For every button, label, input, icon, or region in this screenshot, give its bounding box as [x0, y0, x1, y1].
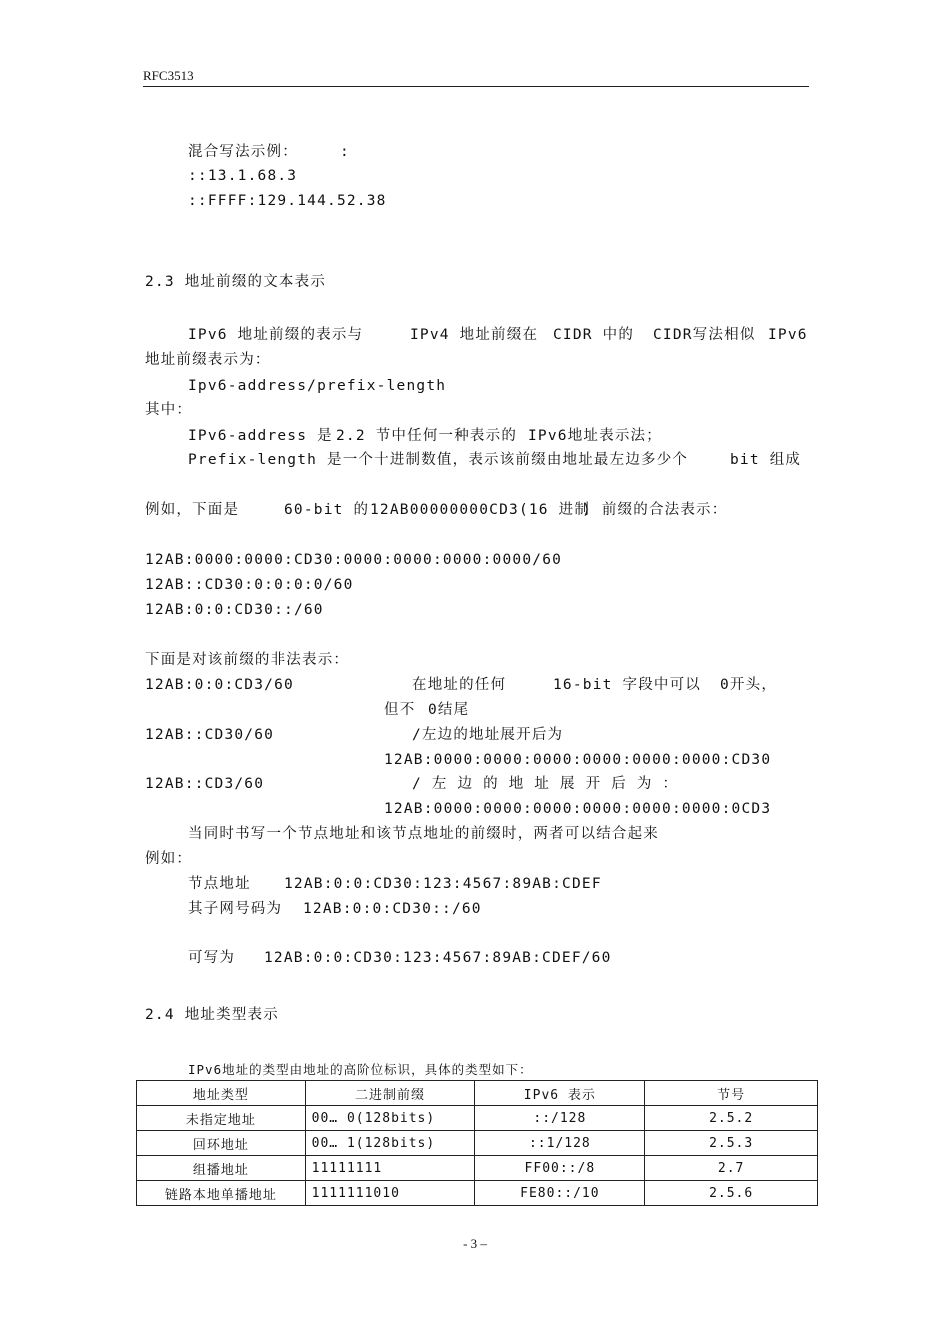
- p1-text-i: IPv6-address 是: [188, 428, 333, 444]
- p1-text-a: IPv6 地址前缀的表示与: [188, 327, 364, 343]
- cell-prefix: 00… 0(128bits): [305, 1106, 475, 1131]
- node-address-label: 节点地址: [188, 876, 251, 892]
- p3-text-b: 例如：: [145, 851, 193, 867]
- cell-type: 未指定地址: [137, 1106, 306, 1131]
- col-header-type: 地址类型: [137, 1081, 306, 1106]
- table-row: [137, 1106, 818, 1131]
- combined-value: 12AB:0:0:CD30:123:4567:89AB:CDEF/60: [264, 950, 612, 966]
- p2-text-d: ) 前缀的合法表示：: [582, 502, 728, 518]
- section-2-3-heading: 2.3 地址前缀的文本表示: [145, 274, 327, 290]
- cell-notation: FE80::/10: [475, 1181, 645, 1206]
- cell-notation: ::1/128: [475, 1131, 645, 1156]
- p1-text-d: CIDR写法相似: [653, 327, 756, 343]
- p1-where: 其中：: [145, 402, 193, 418]
- cell-prefix: 1111111010: [305, 1181, 475, 1206]
- legal-prefix-1: 12AB:0000:0000:CD30:0000:0000:0000:0000/60: [145, 552, 563, 568]
- cell-type: 回环地址: [137, 1131, 306, 1156]
- p1-text-f: 地址前缀表示为：: [145, 352, 271, 368]
- p1-text-l: Prefix-length 是一个十进制数值，表示该前缀由地址最左边多少个: [188, 452, 689, 468]
- table-caption: IPv6地址的类型由地址的高阶位标识，具体的类型如下：: [188, 1062, 533, 1077]
- p1-text-c: CIDR 中的: [553, 327, 635, 343]
- example-address-1: ::13.1.68.3: [188, 168, 298, 184]
- p3-text-a: 当同时书写一个节点地址和该节点地址的前缀时，两者可以结合起来: [188, 826, 659, 842]
- table-row: [137, 1131, 818, 1156]
- illegal-reason-1d: 但不: [384, 702, 416, 718]
- p2-text-c: 12AB00000000CD3(16 进制: [370, 502, 591, 518]
- cell-type: 组播地址: [137, 1156, 306, 1181]
- illegal-reason-1a: 在地址的任何: [412, 677, 507, 693]
- address-type-table: [136, 1080, 818, 1206]
- p1-text-b: IPv4 地址前缀在: [410, 327, 539, 343]
- mixed-notation-colon: :: [340, 144, 350, 160]
- prefix-syntax: Ipv6-address/prefix-length: [188, 378, 447, 394]
- p1-text-m: bit 组成: [730, 452, 802, 468]
- illegal-reason-2: /左边的地址展开后为: [412, 727, 564, 743]
- p1-text-e: IPv6: [768, 327, 808, 343]
- illegal-prefix-1: 12AB:0:0:CD3/60: [145, 677, 294, 693]
- table-header-row: [137, 1081, 818, 1106]
- example-address-2: ::FFFF:129.144.52.38: [188, 193, 387, 209]
- legal-prefix-2: 12AB::CD30:0:0:0:0/60: [145, 577, 354, 593]
- col-header-prefix: 二进制前缀: [305, 1081, 475, 1106]
- cell-prefix: 11111111: [305, 1156, 475, 1181]
- cell-prefix: 00… 1(128bits): [305, 1131, 475, 1156]
- col-header-notation: IPv6 表示: [475, 1081, 645, 1106]
- illegal-intro: 下面是对该前缀的非法表示：: [145, 652, 350, 668]
- p1-text-k: IPv6地址表示法；: [528, 428, 662, 444]
- section-2-4-heading: 2.4 地址类型表示: [145, 1007, 279, 1023]
- cell-notation: ::/128: [475, 1106, 645, 1131]
- p2-text-b: 60-bit 的: [284, 502, 370, 518]
- cell-section: 2.5.2: [645, 1106, 818, 1131]
- mixed-notation-label: 混合写法示例：: [188, 144, 298, 160]
- p1-text-j: 2.2 节中任何一种表示的: [336, 428, 518, 444]
- illegal-reason-1c: 0开头，: [720, 677, 778, 693]
- page-header-title: RFC3513: [143, 68, 194, 83]
- page-number: - 3 –: [463, 1236, 487, 1251]
- col-header-section: 节号: [645, 1081, 818, 1106]
- table-row: [137, 1181, 818, 1206]
- illegal-prefix-2: 12AB::CD30/60: [145, 727, 275, 743]
- cell-type: 链路本地单播地址: [137, 1181, 306, 1206]
- subnet-value: 12AB:0:0:CD30::/60: [303, 901, 482, 917]
- expanded-address-3: 12AB:0000:0000:0000:0000:0000:0000:0CD3: [384, 801, 772, 817]
- node-address-value: 12AB:0:0:CD30:123:4567:89AB:CDEF: [284, 876, 602, 892]
- cell-notation: FF00::/8: [475, 1156, 645, 1181]
- header-rule: [143, 86, 809, 87]
- illegal-reason-1b: 16-bit 字段中可以: [553, 677, 702, 693]
- cell-section: 2.5.6: [645, 1181, 818, 1206]
- combined-label: 可写为: [188, 950, 236, 966]
- illegal-prefix-3: 12AB::CD3/60: [145, 776, 265, 792]
- cell-section: 2.5.3: [645, 1131, 818, 1156]
- cell-section: 2.7: [645, 1156, 818, 1181]
- subnet-label: 其子网号码为: [188, 901, 283, 917]
- illegal-reason-1e: 0结尾: [428, 702, 470, 718]
- expanded-address-2: 12AB:0000:0000:0000:0000:0000:0000:CD30: [384, 752, 772, 768]
- illegal-reason-3: / 左 边 的 地 址 展 开 后 为 ：: [412, 776, 679, 792]
- p2-text-a: 例如，下面是: [145, 502, 240, 518]
- table-row: [137, 1156, 818, 1181]
- legal-prefix-3: 12AB:0:0:CD30::/60: [145, 602, 324, 618]
